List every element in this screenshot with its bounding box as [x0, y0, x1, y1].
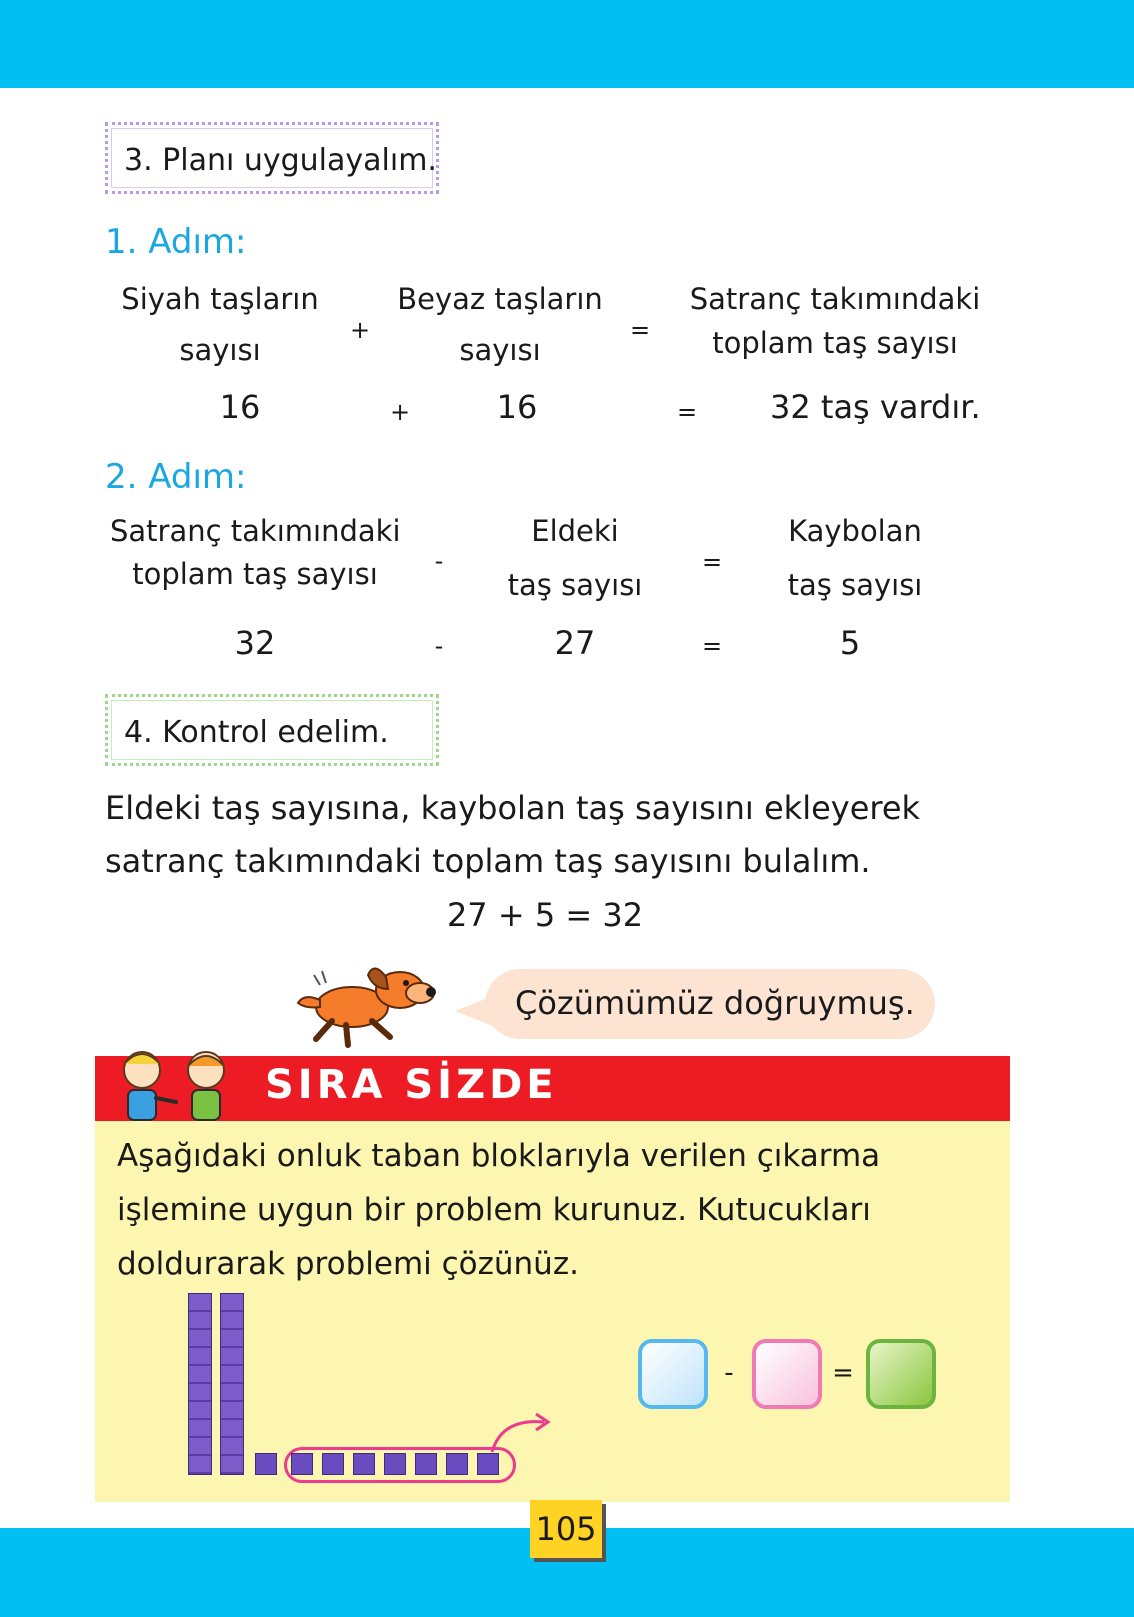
step-2-col1-line1: Satranç takımındaki [110, 514, 401, 548]
ten-rod [188, 1293, 212, 1475]
step-2-value-2: 27 [554, 624, 596, 662]
sira-sizde-banner [95, 1056, 1010, 1121]
answer-equals-sign: = [832, 1358, 854, 1388]
sira-sizde-title: SIRA SİZDE [265, 1062, 558, 1108]
step-1-col3-line2: toplam taş sayısı [712, 326, 958, 360]
step-1-equals-label: = [629, 316, 651, 344]
step-2-value-1: 32 [234, 624, 276, 662]
step-1-col2-line1: Beyaz taşların [397, 282, 603, 316]
step-2-col3-line1: Kaybolan [788, 514, 922, 548]
unit-cube [291, 1453, 313, 1475]
step-1-col1-line2: sayısı [179, 333, 261, 367]
step-1-plus: + [389, 398, 411, 426]
step-2-heading: 2. Adım: [105, 457, 247, 497]
top-color-band [0, 0, 1134, 88]
ten-rod [220, 1293, 244, 1475]
step-2-col1-line2: toplam taş sayısı [132, 557, 378, 591]
children-illustration [110, 1042, 240, 1124]
step-2-col2-line1: Eldeki [531, 514, 619, 548]
step-1-value-2: 16 [496, 388, 538, 426]
exercise-text: Aşağıdaki onluk taban bloklarıyla verilen çıkarma işlemine uygun bir problem kurunuz. Kutucukları doldurarak problemi çözünüz. [117, 1138, 881, 1282]
running-dog-illustration [290, 955, 450, 1050]
step-2-equals: = [701, 632, 723, 660]
unit-cube [353, 1453, 375, 1475]
step-2-col3-line2: taş sayısı [787, 568, 923, 602]
check-paragraph: Eldeki taş sayısına, kaybolan taş sayısını ekleyerek satranç takımındaki toplam taş sayısını bulalım. [105, 789, 921, 880]
section-4-title: 4. Kontrol edelim. [124, 715, 389, 750]
section-3-title: 3. Planı uygulayalım. [124, 143, 437, 178]
unit-cube [384, 1453, 406, 1475]
answer-minus-sign: - [724, 1358, 734, 1388]
take-away-arrow-icon [488, 1410, 558, 1455]
step-1-equals: = [676, 398, 698, 426]
page-number: 105 [530, 1500, 602, 1558]
step-2-col2-line2: taş sayısı [507, 568, 643, 602]
step-1-plus-label: + [349, 316, 371, 344]
step-2-result: 5 [839, 624, 861, 662]
step-1-col3-line1: Satranç takımındaki [689, 282, 981, 316]
step-2-minus: - [434, 632, 444, 660]
unit-cube [446, 1453, 468, 1475]
speech-bubble [485, 969, 935, 1039]
section-3-box [105, 122, 439, 194]
unit-cube [415, 1453, 437, 1475]
unit-cube [477, 1453, 499, 1475]
step-1-col1-line1: Siyah taşların [121, 282, 319, 316]
unit-cube [255, 1453, 277, 1475]
section-4-box [105, 694, 439, 766]
unit-cube [322, 1453, 344, 1475]
step-1-value-1: 16 [219, 388, 261, 426]
step-2-minus-label: - [434, 547, 444, 575]
answer-box-difference[interactable] [866, 1339, 936, 1409]
answer-box-subtrahend[interactable] [752, 1339, 822, 1409]
step-1-heading: 1. Adım: [105, 222, 247, 262]
answer-box-minuend[interactable] [638, 1339, 708, 1409]
speech-bubble-text: Çözümümüz doğruymuş. [515, 984, 915, 1022]
check-equation: 27 + 5 = 32 [446, 896, 644, 934]
step-2-equals-label: = [701, 548, 723, 576]
step-1-result: 32 taş vardır. [770, 388, 981, 426]
step-1-col2-line2: sayısı [459, 333, 541, 367]
